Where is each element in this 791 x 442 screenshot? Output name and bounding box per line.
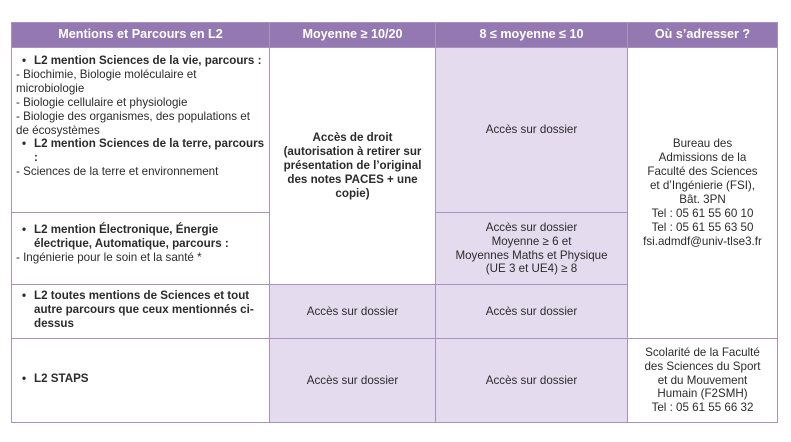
bullet: • <box>22 289 27 302</box>
admissions-table <box>11 22 778 423</box>
mention-sciences-terre-title: L2 mention Sciences de la terre, parcours : <box>34 137 265 165</box>
acces-dossier-cell: Accès sur dossier <box>436 48 628 213</box>
condition-line: Moyenne ≥ 6 et <box>491 234 572 248</box>
header-moyenne-8: 8 ≤ moyenne ≤ 10 <box>436 23 628 48</box>
admissions-table-container <box>11 22 777 423</box>
contact-line: Bât. 3PN <box>679 193 726 206</box>
contact-staps-cell <box>628 339 778 423</box>
bullet: • <box>22 223 27 236</box>
contact-phone: Tel : 05 61 55 60 10 <box>651 206 754 220</box>
acces-dossier-cell: Accès sur dossier <box>270 339 436 423</box>
acces-dossier-conditions-cell <box>436 213 628 285</box>
contact-fsi-cell <box>628 48 778 339</box>
mention-cell-toutes <box>12 285 270 339</box>
acces-dossier-cell: Accès sur dossier <box>436 339 628 423</box>
contact-line: Humain (F2SMH) <box>657 387 748 401</box>
acces-de-droit-cell: Accès de droit (autorisation à retirer sur présentation de l’original des notes PACES + une copie) <box>270 48 436 285</box>
list-item: - Biologie cellulaire et physiologie <box>16 95 188 109</box>
contact-email: fsi.admdf@univ-tlse3.fr <box>643 234 762 248</box>
header-mentions: Mentions et Parcours en L2 <box>12 23 270 48</box>
mention-cell-sciences <box>12 48 270 213</box>
table-row <box>12 339 778 423</box>
mention-cell-staps <box>12 339 270 423</box>
contact-line: Faculté des Sciences <box>647 165 758 179</box>
bullet: • <box>22 137 27 151</box>
header-moyenne-10: Moyenne ≥ 10/20 <box>270 23 436 48</box>
contact-line: des Sciences du Sport <box>644 359 761 373</box>
mention-title <box>22 223 265 251</box>
condition-line: (UE 3 et UE4) ≥ 8 <box>485 262 578 276</box>
mention-title <box>22 137 265 165</box>
list-item: - Sciences de la terre et environnement <box>16 165 219 179</box>
list-item: - Biologie des organismes, des populations et de écosystèmes <box>16 109 250 137</box>
mention-title <box>22 372 265 386</box>
header-row <box>12 23 778 48</box>
contact-line: Scolarité de la Faculté <box>645 345 760 359</box>
condition-line: Moyennes Maths et Physique <box>455 248 608 262</box>
mention-toutes-title: L2 toutes mentions de Sciences et tout autre parcours que ceux mentionnés ci-dessus <box>34 289 254 330</box>
mention-sciences-vie-title: L2 mention Sciences de la vie, parcours : <box>34 54 262 67</box>
list-item: - Ingénierie pour le soin et la santé * <box>16 250 202 264</box>
contact-phone: Tel : 05 61 55 66 32 <box>651 401 754 415</box>
header-contact: Où s’adresser ? <box>628 23 778 48</box>
mention-staps-title: L2 STAPS <box>34 372 89 386</box>
mention-cell-electronique <box>12 213 270 285</box>
acces-dossier-cell: Accès sur dossier <box>270 285 436 339</box>
bullet: • <box>22 372 27 386</box>
contact-line: Admissions de la <box>658 151 747 165</box>
contact-line: et du Mouvement <box>657 373 748 387</box>
contact-line: Bureau des <box>672 137 733 151</box>
table-row <box>12 48 778 213</box>
list-item: - Biochimie, Biologie moléculaire et microbiologie <box>16 67 197 95</box>
bullet: • <box>22 54 27 67</box>
mention-title <box>22 54 265 68</box>
contact-phone: Tel : 05 61 55 63 50 <box>651 220 754 234</box>
contact-line: et d’Ingénierie (FSI), <box>649 179 756 193</box>
mention-electronique-title: L2 mention Électronique, Énergie électrique, Automatique, parcours : <box>34 223 229 250</box>
condition-line: Accès sur dossier <box>485 220 578 234</box>
mention-title <box>22 289 265 331</box>
acces-dossier-cell: Accès sur dossier <box>436 285 628 339</box>
